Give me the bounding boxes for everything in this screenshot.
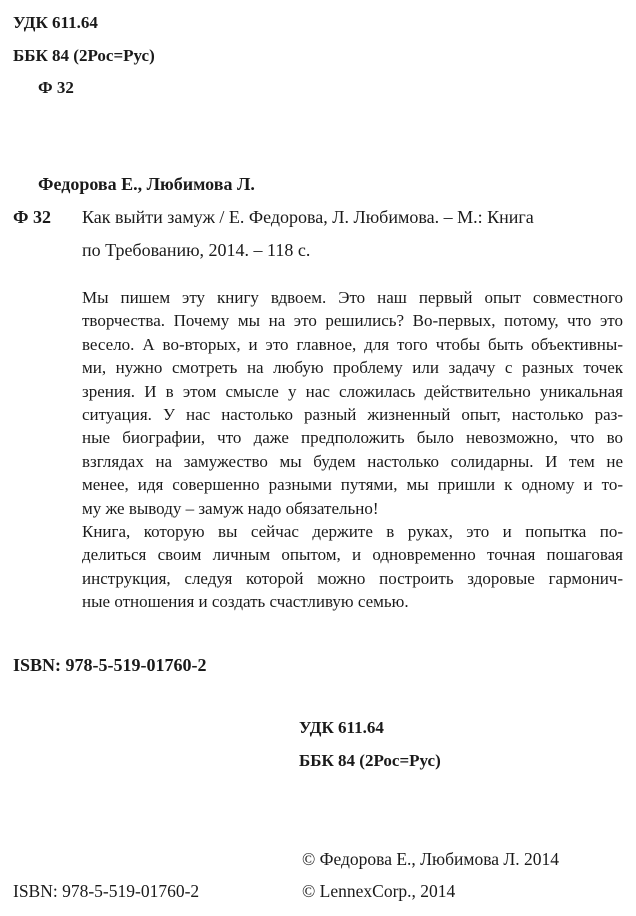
abstract-line: ми, нужно смотреть на любую проблему или задачу с разных точек <box>82 358 623 378</box>
udk-code-footer: УДК 611.64 <box>299 718 384 737</box>
authors-line: Федорова Е., Любимова Л. <box>38 174 255 194</box>
bbk-code-top: ББК 84 (2Рос=Рус) <box>13 46 155 65</box>
abstract-line: менее, идя совершенно разными путями, мы пришли к одному и то- <box>82 475 623 495</box>
abstract-line: му же выводу – замуж надо обязательно! <box>82 498 379 518</box>
abstract-line: делиться своим личным опытом, и одновременно точная пошаговая <box>82 545 623 565</box>
abstract-line: ные отношения и создать счастливую семью. <box>82 592 409 612</box>
abstract-line: взглядах на замужество мы будем настолько солидарны. И тем не <box>82 451 623 471</box>
isbn-footer: ISBN: 978-5-519-01760-2 <box>13 881 200 901</box>
abstract-line: Книга, которую вы сейчас держите в руках, это и попытка по- <box>82 521 623 541</box>
copyright-authors: © Федорова Е., Любимова Л. 2014 <box>302 849 560 869</box>
abstract-line: ситуация. У нас настолько разный жизненный опыт, настолько раз- <box>82 404 623 424</box>
abstract-text <box>82 286 623 613</box>
abstract-line: весело. А во-вторых, и это главное, для того чтобы быть объективны- <box>82 334 623 354</box>
author-index-entry: Ф 32 <box>13 207 51 227</box>
abstract-line: инструкция, следуя которой можно построить здоровые гармонич- <box>82 568 623 588</box>
author-index-top: Ф 32 <box>38 78 74 97</box>
isbn-bold: ISBN: 978-5-519-01760-2 <box>13 655 207 675</box>
abstract-line: Мы пишем эту книгу вдвоем. Это наш первый опыт совместного <box>82 288 623 307</box>
abstract-line: зрения. И в этом смысле у нас сложилась действительно уникальная <box>82 381 623 401</box>
udk-code-top: УДК 611.64 <box>13 13 98 32</box>
abstract-line: творчества. Почему мы на это решились? Во-первых, потому, что это <box>82 311 623 331</box>
bbk-code-footer: ББК 84 (2Рос=Рус) <box>299 751 441 770</box>
abstract-line: ные биографии, что даже предположить было невозможно, что во <box>82 428 623 448</box>
copyright-publisher: © LennexCorp., 2014 <box>302 881 456 901</box>
bibliographic-reference-line-2: по Требованию, 2014. – 118 с. <box>82 240 311 260</box>
bibliographic-reference-line-1: Как выйти замуж / Е. Федорова, Л. Любимова. – М.: Книга <box>82 207 534 227</box>
